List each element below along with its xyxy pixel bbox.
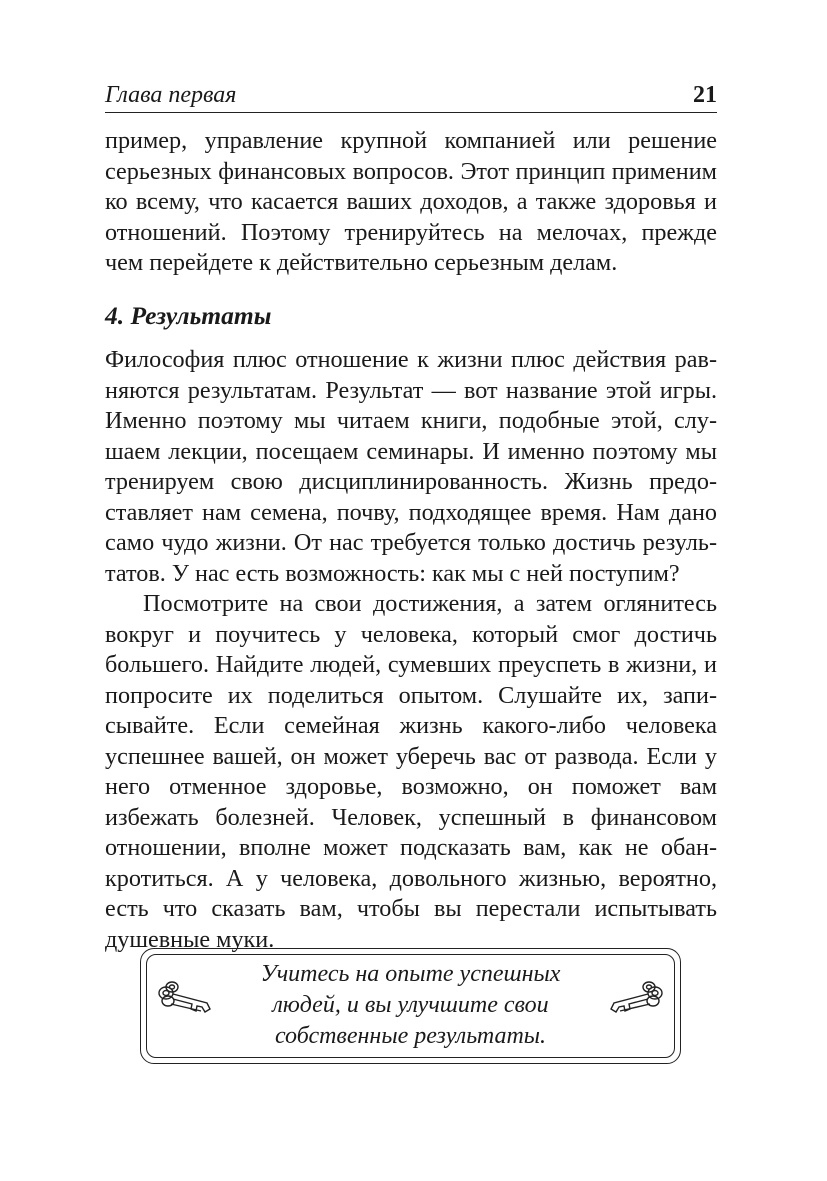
callout-line-2: людей, и вы улучшите свои	[272, 992, 549, 1018]
key-icon	[155, 979, 217, 1019]
callout-text	[241, 959, 580, 1052]
header-rule	[105, 112, 717, 113]
running-header	[105, 80, 717, 114]
running-title: Глава первая	[105, 82, 237, 108]
callout-line-3: собственные результаты.	[274, 1023, 547, 1049]
section-heading: 4. Результаты	[105, 301, 272, 330]
page-number: 21	[693, 82, 717, 108]
paragraph-continued: пример, управление крупной компанией или решение серьезных финансовых вопросов. Этот принцип применим ко всему, что касается ваших доходов, а также здоровья и отношений. Поэтому тренируйтесь на мелочах, прежде чем перейдете к действительно серьезным делам.	[105, 127, 717, 276]
paragraph-2: Посмотрите на свои достижения, а затем оглянитесь вокруг и поучитесь у человека, который смог достичь большего. Найдите людей, сумевших преуспеть в жизни, и попросите их поделиться опытом. Слушайте их, записывайте. Если семейная жизнь какого-либо человека успешнее вашей, он может уберечь вас от развода. Если у него отменное здоровье, возможно, он поможет вам избежать болезней. Человек, успешный в финансовом отношении, вполне может подсказать вам, как не обанкротиться. А у человека, довольного жизнью, вероятно, есть что сказать вам, чтобы вы перестали испытывать душевные муки.	[105, 590, 717, 953]
callout-line-1: Учитесь на опыте успешных	[260, 961, 561, 987]
section-body	[105, 345, 717, 955]
paragraph-1: Философия плюс отношение к жизни плюс действия равняются результатам. Результат — вот название этой игры. Именно поэтому мы читаем книги, подобные этой, слушаем лекции, посещаем семинары. И именно поэтому мы тренируем свою дисциплинированность. Жизнь предоставляет нам семена, почву, подходящее время. Нам дано само чудо жизни. От нас требуется только достичь результатов. У нас есть возможность: как мы с ней поступим?	[105, 346, 717, 587]
quote-callout-box	[140, 948, 681, 1064]
key-icon	[604, 979, 666, 1019]
